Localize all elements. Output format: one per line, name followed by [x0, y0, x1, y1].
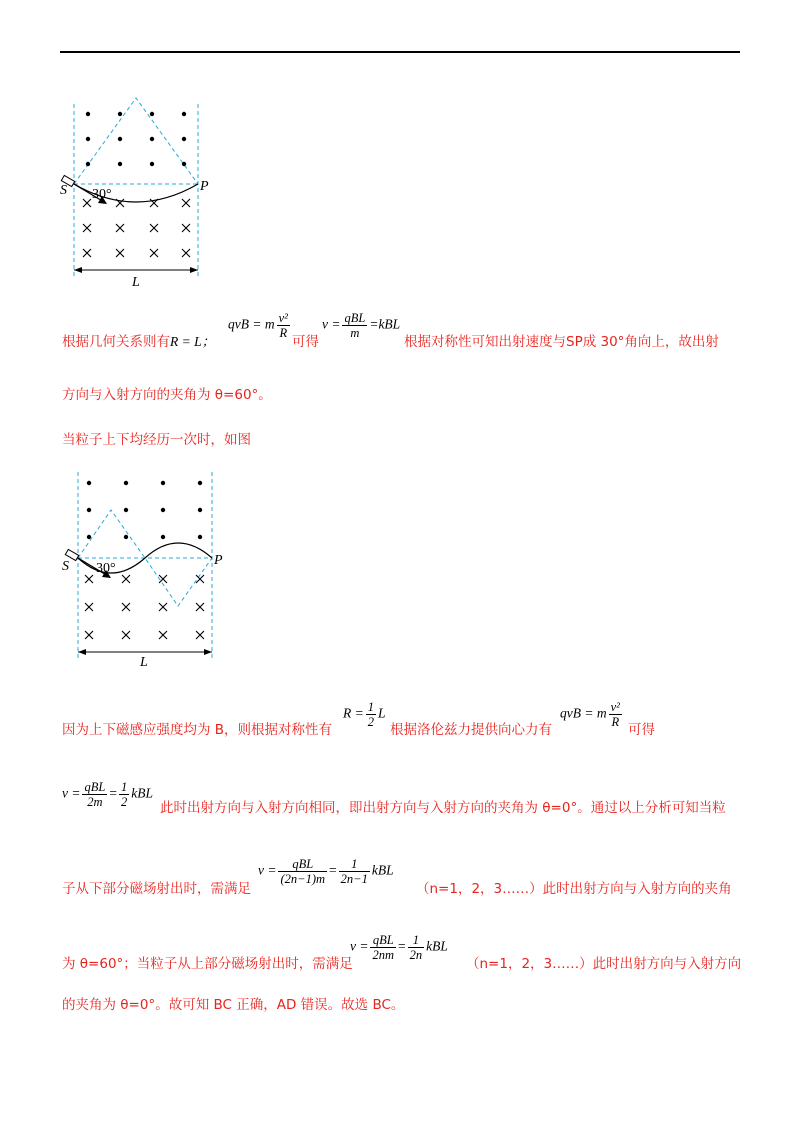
figure-2-diagram — [58, 466, 233, 671]
para3-can-get: 可得 — [628, 722, 655, 738]
figure-1-label-p: P — [200, 179, 209, 194]
force-denominator: R — [611, 715, 620, 729]
para5-equation: v = $\frac{\text{qBL}}{(2n-1)m}$ = $\frac{1}{2n-1}$ kBL — [258, 857, 394, 886]
p5-f2-num: 1 — [339, 857, 370, 872]
r-numerator: 1 — [367, 700, 374, 714]
p4-f1-den: 2m — [87, 795, 103, 809]
r-denominator: 2 — [367, 715, 374, 729]
para1-line2: 方向与入射方向的夹角为 θ=60°。 — [62, 387, 272, 403]
p5-f2-den: 2n−1 — [340, 872, 368, 886]
para1-equation-2: v = $\frac{\text{qBL}}{m}$ =kBL — [322, 311, 401, 340]
p6-f1-den: 2nm — [372, 948, 395, 962]
eq1-denominator: R — [279, 326, 288, 340]
eq2-denominator: m — [350, 326, 360, 340]
p4-f2-num: 1 — [120, 780, 128, 794]
figure-1-diagram — [58, 92, 218, 292]
figure-2-label-angle: 30° — [96, 561, 116, 576]
force-numerator: v² — [610, 700, 620, 714]
figure-1-label-l: L — [132, 275, 140, 290]
para1-equation-1: qvB = m $\frac{\text{v²}}{R}$ — [228, 311, 288, 340]
para1-can-get: 可得 — [292, 334, 319, 350]
para2-line: 当粒子上下均经历一次时，如图 — [62, 432, 251, 448]
para1-suffix: 根据对称性可知出射速度与SP成 30°角向上，故出射 — [404, 334, 719, 350]
para6-prefix: 为 θ=60°；当粒子从上部分磁场射出时，需满足 — [62, 956, 353, 972]
p4-f1-num: qBL — [84, 780, 106, 794]
para3-r-equation: R = $\frac{1}{2}$ L — [343, 700, 386, 729]
r-equals-l: R = L； — [170, 334, 216, 349]
p6-f2-den: 2n — [409, 948, 423, 962]
p5-f1-den: (2n−1)m — [280, 872, 326, 886]
eq2-numerator: qBL — [344, 311, 366, 325]
p6-f2-num: 1 — [408, 933, 425, 948]
figure-1-label-angle: 30° — [92, 187, 112, 202]
para4-equation: v = $\frac{\text{qBL}}{2m}$ = $\frac{1}{2}$ kBL — [62, 780, 153, 809]
p5-f1-num: qBL — [278, 857, 327, 872]
figure-2-label-p: P — [214, 553, 223, 568]
figure-2-label-l: L — [140, 655, 148, 670]
para6-suffix: （n=1，2，3……）此时出射方向与入射方向 — [466, 956, 742, 972]
eq1-numerator: v² — [278, 311, 288, 325]
para3-force-equation: qvB = m $\frac{\text{v²}}{R}$ — [560, 700, 620, 729]
para7-line: 的夹角为 θ=0°。故可知 BC 正确，AD 错误。故选 BC。 — [62, 997, 405, 1013]
para3-mid: 根据洛伦兹力提供向心力有 — [390, 722, 552, 738]
figure-1-label-s: S — [60, 183, 67, 198]
para4-text: 此时出射方向与入射方向相同，即出射方向与入射方向的夹角为 θ=0°。通过以上分析可知当粒 — [160, 800, 726, 816]
para6-equation: v = $\frac{\text{qBL}}{2nm}$ = $\frac{1}{2n}$ kBL — [350, 933, 448, 962]
p6-f1-num: qBL — [370, 933, 396, 948]
para5-suffix: （n=1，2，3……）此时出射方向与入射方向的夹角 — [416, 881, 732, 897]
para5-prefix: 子从下部分磁场射出时，需满足 — [62, 881, 251, 897]
para3-prefix: 因为上下磁感应强度均为 B，则根据对称性有 — [62, 722, 333, 738]
figure-2-label-s: S — [62, 559, 69, 574]
p4-f2-den: 2 — [120, 795, 128, 809]
para1-prefix: 根据几何关系则有R = L； — [62, 334, 216, 350]
header-rule — [60, 51, 740, 53]
